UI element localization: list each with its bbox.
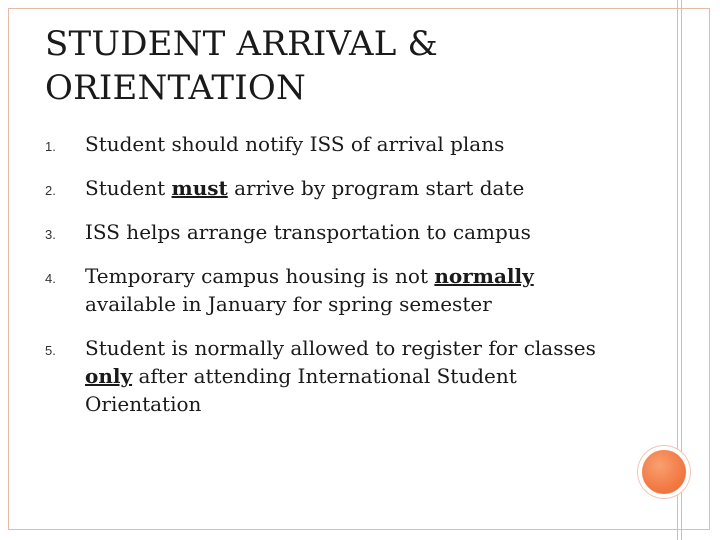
list-item xyxy=(45,174,605,202)
text-part: available in January for spring semester xyxy=(85,292,492,316)
list-number: 3. xyxy=(45,227,56,242)
text-part: Temporary campus housing is not xyxy=(85,264,435,288)
title-line-1: STUDENT ARRIVAL & xyxy=(45,24,438,64)
orange-circle-decoration xyxy=(642,450,686,494)
list-item-text xyxy=(85,264,534,316)
text-part: after attending International Student Orientation xyxy=(85,364,517,416)
list-number: 4. xyxy=(45,271,56,286)
list-item-text: ISS helps arrange transportation to campus xyxy=(85,220,531,244)
text-part: Student xyxy=(85,176,172,200)
list-item xyxy=(45,130,605,158)
list-item xyxy=(45,218,605,246)
list-number: 5. xyxy=(45,343,56,358)
list-item xyxy=(45,334,605,418)
emphasis-only: only xyxy=(85,364,133,388)
emphasis-must: must xyxy=(171,176,228,200)
text-part: arrive by program start date xyxy=(227,176,525,200)
list-item-text: Student should notify ISS of arrival plans xyxy=(85,132,505,156)
slide-title xyxy=(45,22,645,110)
emphasis-normally: normally xyxy=(434,264,534,288)
list-number: 1. xyxy=(45,139,56,154)
list-item-text xyxy=(85,176,524,200)
numbered-list xyxy=(45,130,605,434)
text-part: Student is normally allowed to register for classes xyxy=(85,336,596,360)
list-item-text xyxy=(85,336,596,416)
list-number: 2. xyxy=(45,183,56,198)
title-line-2: ORIENTATION xyxy=(45,68,306,108)
list-item xyxy=(45,262,605,318)
